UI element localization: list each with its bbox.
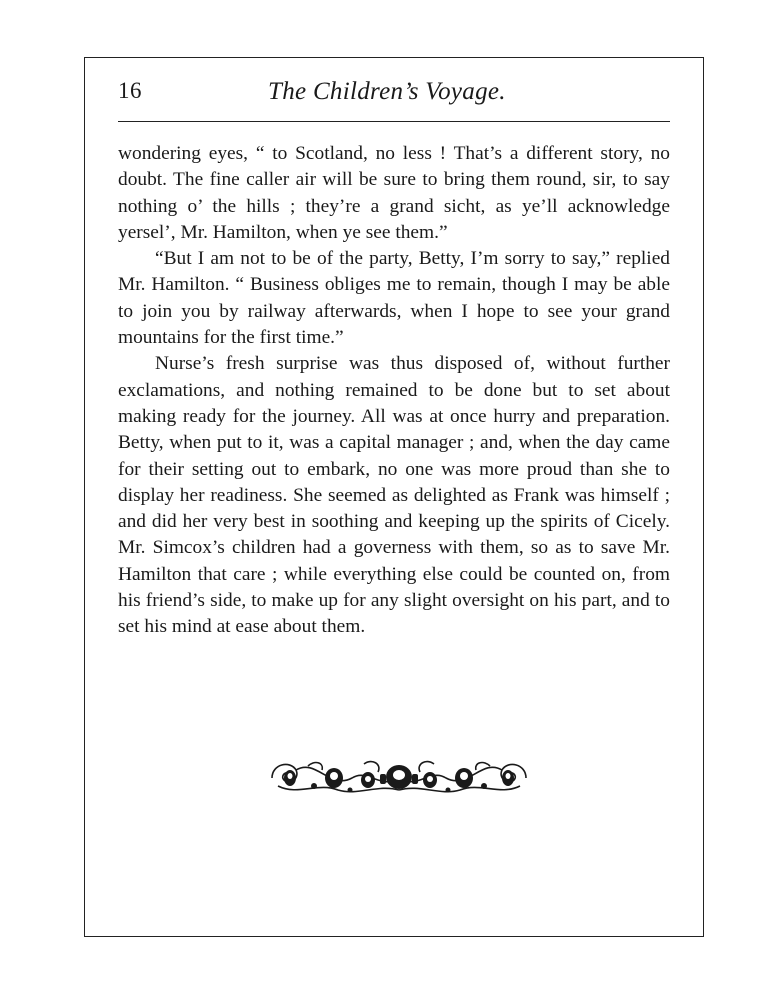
paragraph: Nurse’s fresh surprise was thus disposed of, without further exclamations, and nothing remained to be done but to set about making ready for the journey. All was at once hurry and preparation. Betty, when put to it, was a capital manager ; and, when the day came for their setting out to embark, no one was more proud than she to display her readiness. She seemed as delighted as Frank was himself ; and did her very best in soothing and keeping up the spirits of Cicely. Mr. Simcox’s children had a governess with them, so as to save Mr. Hamilton that care ; while everything else could be counted on, from his friend’s side, to make up for any slight oversight on his part, and to set his mind at ease about them. (118, 353, 670, 638)
paragraph: “But I am not to be of the party, Betty, I’m sorry to say,” replied Mr. Hamilton. “ Business obliges me to remain, though I may be able to join you by railway afterwards, when I hope to see your grand mountains for the first time.” (118, 248, 670, 349)
running-title: The Children’s Voyage. (268, 78, 506, 105)
body-text (118, 141, 670, 641)
page-number: 16 (118, 78, 142, 103)
header-rule (118, 121, 670, 122)
floral-tailpiece-ornament-icon (268, 756, 530, 798)
running-head (118, 78, 670, 112)
paragraph-continued: wondering eyes, “ to Scotland, no less ! That’s a different story, no doubt. The fine caller air will be sure to bring them round, sir, to say nothing o’ the hills ; they’re a grand sicht, as ye’ll acknowledge yersel’, Mr. Hamilton, when ye see them.” (118, 143, 670, 243)
